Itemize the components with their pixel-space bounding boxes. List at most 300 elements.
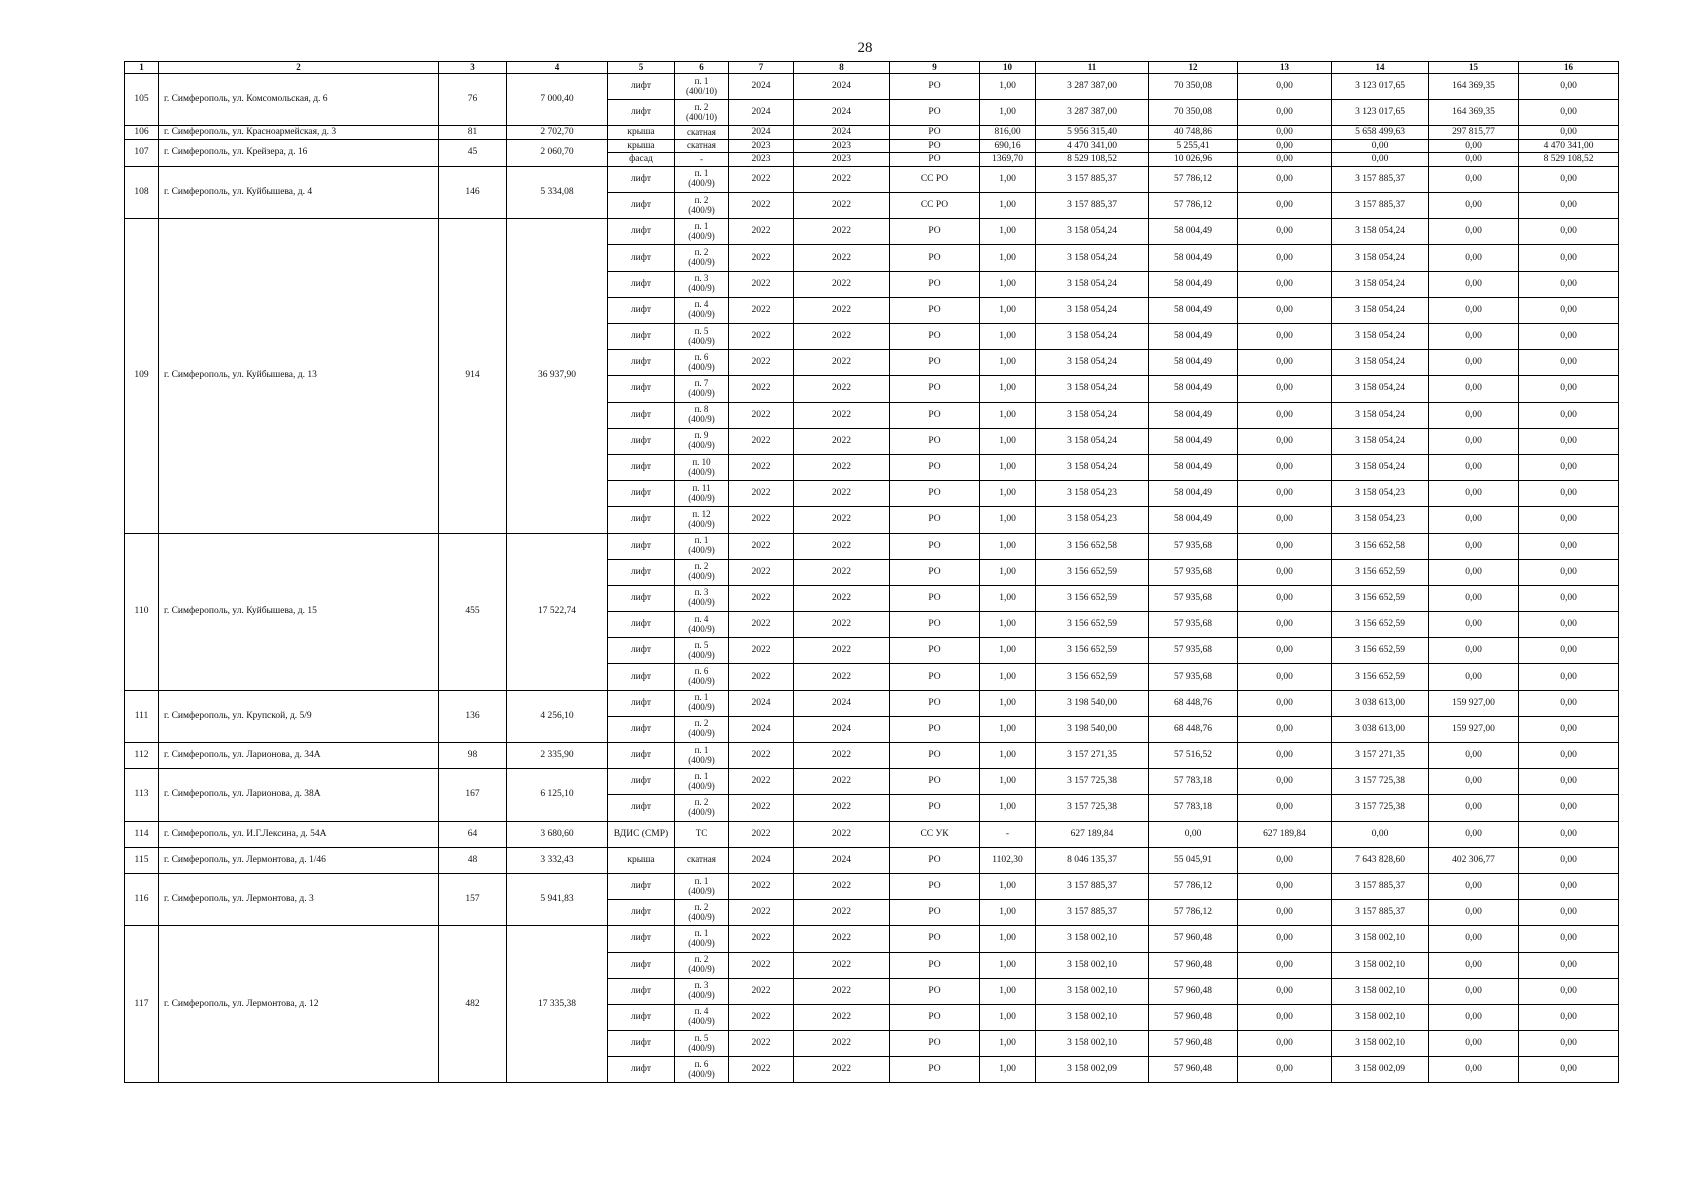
cell-address: г. Симферополь, ул. Комсомольская, д. 6 [159, 74, 439, 126]
cell-col-9: РО [890, 533, 980, 559]
cell-apartments: 81 [439, 126, 507, 140]
cell-col-8: 2022 [794, 402, 890, 428]
cell-col-8: 2022 [794, 428, 890, 454]
cell-work-detail-line: (400/9) [688, 571, 715, 582]
cell-col-7: 2022 [729, 324, 794, 350]
cell-col-13: 0,00 [1238, 533, 1332, 559]
cell-col-7: 2022 [729, 1004, 794, 1030]
cell-work-detail [675, 100, 729, 126]
cell-col-12: 57 960,48 [1149, 952, 1238, 978]
cell-col-10: 1,00 [980, 100, 1036, 126]
cell-work-detail [675, 664, 729, 690]
cell-col-9: РО [890, 245, 980, 271]
cell-work-detail-line: (400/10) [686, 111, 717, 122]
cell-col-10: 1,00 [980, 481, 1036, 507]
cell-col-11: 3 158 002,10 [1036, 952, 1149, 978]
cell-col-11: 3 158 054,24 [1036, 271, 1149, 297]
cell-work-detail-line: п. 2 [694, 101, 709, 112]
cell-work-detail-line: (400/9) [688, 414, 715, 425]
cell-col-8: 2022 [794, 664, 890, 690]
cell-col-15: 0,00 [1429, 978, 1519, 1004]
cell-work-type: лифт [608, 271, 675, 297]
cell-col-12: 10 026,96 [1149, 153, 1238, 167]
cell-col-16: 0,00 [1519, 193, 1619, 219]
cell-col-15: 0,00 [1429, 900, 1519, 926]
cell-col-12: 58 004,49 [1149, 428, 1238, 454]
cell-work-detail [675, 324, 729, 350]
column-header-row [125, 62, 1619, 74]
cell-col-7: 2022 [729, 297, 794, 323]
cell-work-type: лифт [608, 74, 675, 100]
cell-col-12: 57 786,12 [1149, 193, 1238, 219]
cell-col-10: 1,00 [980, 428, 1036, 454]
cell-col-7: 2022 [729, 952, 794, 978]
cell-col-12: 57 516,52 [1149, 743, 1238, 769]
cell-col-9: РО [890, 376, 980, 402]
cell-work-detail-line: п. 4 [694, 613, 709, 624]
cell-col-16: 0,00 [1519, 900, 1619, 926]
cell-area: 4 256,10 [507, 690, 608, 742]
cell-col-12: 57 935,68 [1149, 559, 1238, 585]
cell-area: 5 334,08 [507, 166, 608, 218]
cell-col-11: 5 956 315,40 [1036, 126, 1149, 140]
cell-col-15: 0,00 [1429, 873, 1519, 899]
cell-col-7: 2022 [729, 559, 794, 585]
cell-work-detail-line: (400/9) [688, 545, 715, 556]
cell-group-number: 117 [125, 926, 159, 1083]
cell-col-9: СС РО [890, 166, 980, 192]
cell-col-15: 164 369,35 [1429, 100, 1519, 126]
cell-col-10: 1,00 [980, 978, 1036, 1004]
cell-group-number: 115 [125, 847, 159, 873]
column-header-15: 15 [1429, 62, 1519, 74]
cell-col-11: 3 158 054,24 [1036, 297, 1149, 323]
cell-work-type: лифт [608, 716, 675, 742]
cell-col-16: 0,00 [1519, 585, 1619, 611]
cell-col-11: 3 157 885,37 [1036, 873, 1149, 899]
cell-col-9: РО [890, 585, 980, 611]
cell-address: г. Симферополь, ул. Куйбышева, д. 15 [159, 533, 439, 690]
cell-col-13: 0,00 [1238, 193, 1332, 219]
cell-work-detail-line: п. 2 [694, 954, 709, 965]
cell-col-16: 0,00 [1519, 271, 1619, 297]
cell-apartments: 76 [439, 74, 507, 126]
cell-col-14: 3 156 652,59 [1332, 638, 1429, 664]
cell-work-detail-line: (400/9) [688, 178, 715, 189]
cell-work-detail [675, 873, 729, 899]
cell-col-13: 0,00 [1238, 716, 1332, 742]
cell-col-16: 0,00 [1519, 847, 1619, 873]
column-header-1: 1 [125, 62, 159, 74]
cell-col-15: 0,00 [1429, 454, 1519, 480]
cell-work-detail-line: п. 5 [694, 325, 709, 336]
cell-col-13: 0,00 [1238, 900, 1332, 926]
cell-work-detail-line: (400/9) [688, 911, 715, 922]
cell-work-detail [675, 376, 729, 402]
cell-col-16: 8 529 108,52 [1519, 153, 1619, 167]
column-header-2: 2 [159, 62, 439, 74]
cell-col-12: 70 350,08 [1149, 74, 1238, 100]
cell-col-12: 57 960,48 [1149, 1031, 1238, 1057]
cell-work-type: лифт [608, 1057, 675, 1083]
cell-col-16: 0,00 [1519, 297, 1619, 323]
cell-work-type: лифт [608, 690, 675, 716]
cell-work-detail [675, 271, 729, 297]
cell-group-number: 112 [125, 743, 159, 769]
cell-col-12: 58 004,49 [1149, 402, 1238, 428]
cell-work-type: лифт [608, 559, 675, 585]
cell-work-detail-line: п. 6 [694, 1058, 709, 1069]
cell-col-8: 2023 [794, 139, 890, 153]
cell-work-detail [675, 139, 729, 153]
cell-col-13: 0,00 [1238, 847, 1332, 873]
cell-work-detail-line: - [700, 153, 703, 164]
cell-col-16: 4 470 341,00 [1519, 139, 1619, 153]
cell-work-detail-line: (400/9) [688, 387, 715, 398]
cell-col-14: 3 158 054,24 [1332, 454, 1429, 480]
cell-work-type: крыша [608, 126, 675, 140]
cell-work-detail [675, 612, 729, 638]
cell-col-7: 2022 [729, 743, 794, 769]
cell-col-16: 0,00 [1519, 74, 1619, 100]
cell-col-7: 2024 [729, 126, 794, 140]
cell-col-16: 0,00 [1519, 1057, 1619, 1083]
cell-col-15: 0,00 [1429, 1057, 1519, 1083]
column-header-14: 14 [1332, 62, 1429, 74]
cell-col-12: 58 004,49 [1149, 481, 1238, 507]
cell-col-13: 0,00 [1238, 100, 1332, 126]
column-header-16: 16 [1519, 62, 1619, 74]
cell-col-10: 1,00 [980, 245, 1036, 271]
cell-work-detail-line: п. 6 [694, 666, 709, 677]
cell-work-detail [675, 533, 729, 559]
cell-col-12: 58 004,49 [1149, 245, 1238, 271]
cell-col-11: 3 156 652,59 [1036, 664, 1149, 690]
column-header-8: 8 [794, 62, 890, 74]
cell-work-detail [675, 219, 729, 245]
cell-work-type: лифт [608, 402, 675, 428]
cell-work-detail [675, 638, 729, 664]
cell-col-11: 3 198 540,00 [1036, 690, 1149, 716]
cell-work-detail-line: п. 2 [694, 194, 709, 205]
cell-col-7: 2023 [729, 153, 794, 167]
cell-col-12: 57 935,68 [1149, 585, 1238, 611]
cell-col-10: 1,00 [980, 638, 1036, 664]
cell-col-14: 0,00 [1332, 139, 1429, 153]
cell-col-14: 3 158 054,23 [1332, 507, 1429, 533]
cell-work-type: лифт [608, 533, 675, 559]
cell-work-detail-line: п. 1 [694, 770, 709, 781]
cell-col-12: 57 786,12 [1149, 873, 1238, 899]
cell-col-15: 0,00 [1429, 559, 1519, 585]
cell-col-11: 3 156 652,59 [1036, 559, 1149, 585]
cell-col-15: 0,00 [1429, 612, 1519, 638]
cell-col-7: 2022 [729, 350, 794, 376]
cell-col-12: 70 350,08 [1149, 100, 1238, 126]
cell-col-7: 2022 [729, 612, 794, 638]
cell-col-10: 1,00 [980, 271, 1036, 297]
cell-col-15: 0,00 [1429, 769, 1519, 795]
cell-col-15: 159 927,00 [1429, 690, 1519, 716]
cell-col-7: 2022 [729, 978, 794, 1004]
cell-col-16: 0,00 [1519, 324, 1619, 350]
cell-col-16: 0,00 [1519, 716, 1619, 742]
cell-col-9: РО [890, 664, 980, 690]
cell-col-14: 3 158 054,24 [1332, 376, 1429, 402]
cell-col-8: 2022 [794, 559, 890, 585]
cell-col-15: 0,00 [1429, 166, 1519, 192]
cell-col-8: 2022 [794, 166, 890, 192]
cell-work-detail-line: (400/9) [688, 230, 715, 241]
cell-col-10: 1,00 [980, 585, 1036, 611]
cell-col-13: 627 189,84 [1238, 821, 1332, 847]
cell-work-detail [675, 74, 729, 100]
cell-col-12: 68 448,76 [1149, 690, 1238, 716]
table-row [125, 533, 1619, 559]
cell-col-14: 3 158 002,10 [1332, 1031, 1429, 1057]
cell-col-14: 7 643 828,60 [1332, 847, 1429, 873]
cell-work-type: крыша [608, 847, 675, 873]
cell-col-13: 0,00 [1238, 952, 1332, 978]
cell-col-8: 2022 [794, 612, 890, 638]
cell-work-type: лифт [608, 873, 675, 899]
cell-col-9: РО [890, 153, 980, 167]
cell-col-13: 0,00 [1238, 585, 1332, 611]
cell-work-detail-line: ТС [695, 828, 708, 839]
column-header-6: 6 [675, 62, 729, 74]
cell-col-9: РО [890, 1004, 980, 1030]
cell-col-9: РО [890, 769, 980, 795]
cell-work-detail [675, 245, 729, 271]
cell-work-detail-line: п. 9 [694, 430, 709, 441]
cell-col-15: 0,00 [1429, 350, 1519, 376]
cell-col-12: 57 935,68 [1149, 533, 1238, 559]
cell-col-15: 0,00 [1429, 428, 1519, 454]
cell-area: 36 937,90 [507, 219, 608, 533]
cell-col-8: 2022 [794, 533, 890, 559]
cell-work-detail [675, 193, 729, 219]
cell-col-14: 3 156 652,59 [1332, 612, 1429, 638]
table-row [125, 166, 1619, 192]
cell-col-8: 2024 [794, 126, 890, 140]
cell-col-14: 3 157 271,35 [1332, 743, 1429, 769]
cell-col-10: 1,00 [980, 219, 1036, 245]
cell-col-13: 0,00 [1238, 978, 1332, 1004]
cell-col-11: 8 046 135,37 [1036, 847, 1149, 873]
cell-col-9: РО [890, 847, 980, 873]
cell-col-11: 3 156 652,59 [1036, 612, 1149, 638]
cell-col-8: 2022 [794, 873, 890, 899]
table-row [125, 219, 1619, 245]
cell-work-type: лифт [608, 376, 675, 402]
cell-col-9: РО [890, 690, 980, 716]
cell-col-13: 0,00 [1238, 1057, 1332, 1083]
cell-col-15: 0,00 [1429, 193, 1519, 219]
cell-col-12: 58 004,49 [1149, 219, 1238, 245]
cell-col-10: 1,00 [980, 507, 1036, 533]
cell-col-7: 2022 [729, 481, 794, 507]
cell-col-9: РО [890, 350, 980, 376]
cell-col-13: 0,00 [1238, 153, 1332, 167]
cell-col-11: 3 158 054,24 [1036, 402, 1149, 428]
cell-col-16: 0,00 [1519, 559, 1619, 585]
cell-work-type: лифт [608, 952, 675, 978]
cell-col-11: 3 158 054,24 [1036, 454, 1149, 480]
cell-col-15: 0,00 [1429, 245, 1519, 271]
cell-work-detail-line: (400/9) [688, 990, 715, 1001]
cell-work-detail-line: (400/9) [688, 1042, 715, 1053]
cell-work-detail-line: (400/9) [688, 204, 715, 215]
cell-work-detail-line: (400/9) [688, 597, 715, 608]
cell-col-12: 68 448,76 [1149, 716, 1238, 742]
cell-col-7: 2022 [729, 900, 794, 926]
cell-col-10: 1,00 [980, 193, 1036, 219]
cell-col-9: РО [890, 100, 980, 126]
cell-apartments: 98 [439, 743, 507, 769]
cell-address: г. Симферополь, ул. Крейзера, д. 16 [159, 139, 439, 166]
cell-col-7: 2022 [729, 428, 794, 454]
cell-work-type: крыша [608, 139, 675, 153]
cell-col-12: 57 935,68 [1149, 664, 1238, 690]
cell-col-12: 57 786,12 [1149, 900, 1238, 926]
cell-col-8: 2024 [794, 100, 890, 126]
cell-col-11: 3 158 054,24 [1036, 245, 1149, 271]
cell-work-detail [675, 716, 729, 742]
cell-work-detail-line: (400/9) [688, 623, 715, 634]
cell-col-8: 2022 [794, 769, 890, 795]
cell-group-number: 108 [125, 166, 159, 218]
cell-col-7: 2024 [729, 690, 794, 716]
cell-col-13: 0,00 [1238, 795, 1332, 821]
cell-col-9: РО [890, 297, 980, 323]
cell-col-8: 2022 [794, 952, 890, 978]
cell-work-detail [675, 585, 729, 611]
cell-col-8: 2022 [794, 193, 890, 219]
cell-work-detail-line: (400/9) [688, 361, 715, 372]
cell-col-13: 0,00 [1238, 402, 1332, 428]
cell-col-10: 1,00 [980, 926, 1036, 952]
cell-work-detail-line: п. 3 [694, 587, 709, 598]
cell-col-13: 0,00 [1238, 219, 1332, 245]
cell-col-12: 58 004,49 [1149, 324, 1238, 350]
cell-work-detail-line: п. 5 [694, 639, 709, 650]
cell-area: 2 060,70 [507, 139, 608, 166]
cell-group-number: 106 [125, 126, 159, 140]
cell-col-15: 0,00 [1429, 376, 1519, 402]
cell-work-detail-line: скатная [687, 140, 716, 151]
cell-col-14: 3 158 054,24 [1332, 324, 1429, 350]
cell-col-8: 2022 [794, 324, 890, 350]
cell-col-15: 0,00 [1429, 952, 1519, 978]
cell-work-detail-line: (400/10) [686, 85, 717, 96]
cell-col-8: 2022 [794, 1004, 890, 1030]
cell-col-9: РО [890, 454, 980, 480]
cell-col-15: 0,00 [1429, 533, 1519, 559]
cell-work-detail [675, 978, 729, 1004]
cell-col-15: 0,00 [1429, 219, 1519, 245]
cell-work-detail-line: (400/9) [688, 466, 715, 477]
cell-col-15: 0,00 [1429, 507, 1519, 533]
table-row [125, 821, 1619, 847]
cell-col-14: 3 157 885,37 [1332, 166, 1429, 192]
cell-col-16: 0,00 [1519, 100, 1619, 126]
cell-col-14: 3 123 017,65 [1332, 100, 1429, 126]
cell-col-16: 0,00 [1519, 873, 1619, 899]
cell-col-16: 0,00 [1519, 664, 1619, 690]
cell-col-7: 2022 [729, 664, 794, 690]
cell-work-detail-line: (400/9) [688, 257, 715, 268]
cell-work-detail [675, 559, 729, 585]
cell-col-15: 0,00 [1429, 585, 1519, 611]
cell-work-detail [675, 402, 729, 428]
cell-group-number: 116 [125, 873, 159, 925]
table-row [125, 126, 1619, 140]
cell-col-13: 0,00 [1238, 245, 1332, 271]
column-header-3: 3 [439, 62, 507, 74]
cell-work-type: лифт [608, 900, 675, 926]
cell-col-7: 2022 [729, 821, 794, 847]
cell-col-13: 0,00 [1238, 690, 1332, 716]
cell-col-10: 1,00 [980, 690, 1036, 716]
cell-col-8: 2022 [794, 795, 890, 821]
cell-col-11: 627 189,84 [1036, 821, 1149, 847]
cell-work-detail [675, 795, 729, 821]
cell-work-detail-line: п. 8 [694, 404, 709, 415]
cell-col-11: 3 157 271,35 [1036, 743, 1149, 769]
cell-group-number: 105 [125, 74, 159, 126]
cell-col-7: 2022 [729, 585, 794, 611]
cell-work-detail-line: (400/9) [688, 518, 715, 529]
cell-col-11: 3 158 054,24 [1036, 428, 1149, 454]
cell-apartments: 48 [439, 847, 507, 873]
cell-address: г. Симферополь, ул. Куйбышева, д. 13 [159, 219, 439, 533]
cell-work-detail [675, 350, 729, 376]
cell-work-type: лифт [608, 978, 675, 1004]
repair-schedule-table [124, 61, 1619, 1083]
cell-work-detail-line: (400/9) [688, 335, 715, 346]
cell-work-type: лифт [608, 926, 675, 952]
cell-apartments: 146 [439, 166, 507, 218]
cell-work-type: лифт [608, 1004, 675, 1030]
cell-group-number: 109 [125, 219, 159, 533]
cell-col-10: 1,00 [980, 1031, 1036, 1057]
cell-work-detail [675, 126, 729, 140]
cell-work-detail [675, 926, 729, 952]
cell-work-detail [675, 847, 729, 873]
cell-col-9: РО [890, 743, 980, 769]
cell-col-13: 0,00 [1238, 376, 1332, 402]
cell-col-11: 3 158 054,23 [1036, 507, 1149, 533]
column-header-11: 11 [1036, 62, 1149, 74]
cell-work-detail-line: п. 2 [694, 718, 709, 729]
cell-col-10: 1,00 [980, 454, 1036, 480]
cell-work-detail [675, 297, 729, 323]
cell-col-9: РО [890, 324, 980, 350]
cell-work-detail-line: скатная [687, 126, 716, 137]
cell-col-14: 3 158 002,10 [1332, 1004, 1429, 1030]
cell-col-13: 0,00 [1238, 139, 1332, 153]
cell-apartments: 45 [439, 139, 507, 166]
table-row [125, 769, 1619, 795]
cell-group-number: 113 [125, 769, 159, 821]
cell-work-detail-line: п. 12 [692, 508, 711, 519]
cell-col-16: 0,00 [1519, 376, 1619, 402]
column-header-4: 4 [507, 62, 608, 74]
cell-work-detail-line: п. 3 [694, 980, 709, 991]
cell-address: г. Симферополь, ул. Лермонтова, д. 1/46 [159, 847, 439, 873]
cell-work-detail [675, 769, 729, 795]
cell-work-detail [675, 481, 729, 507]
